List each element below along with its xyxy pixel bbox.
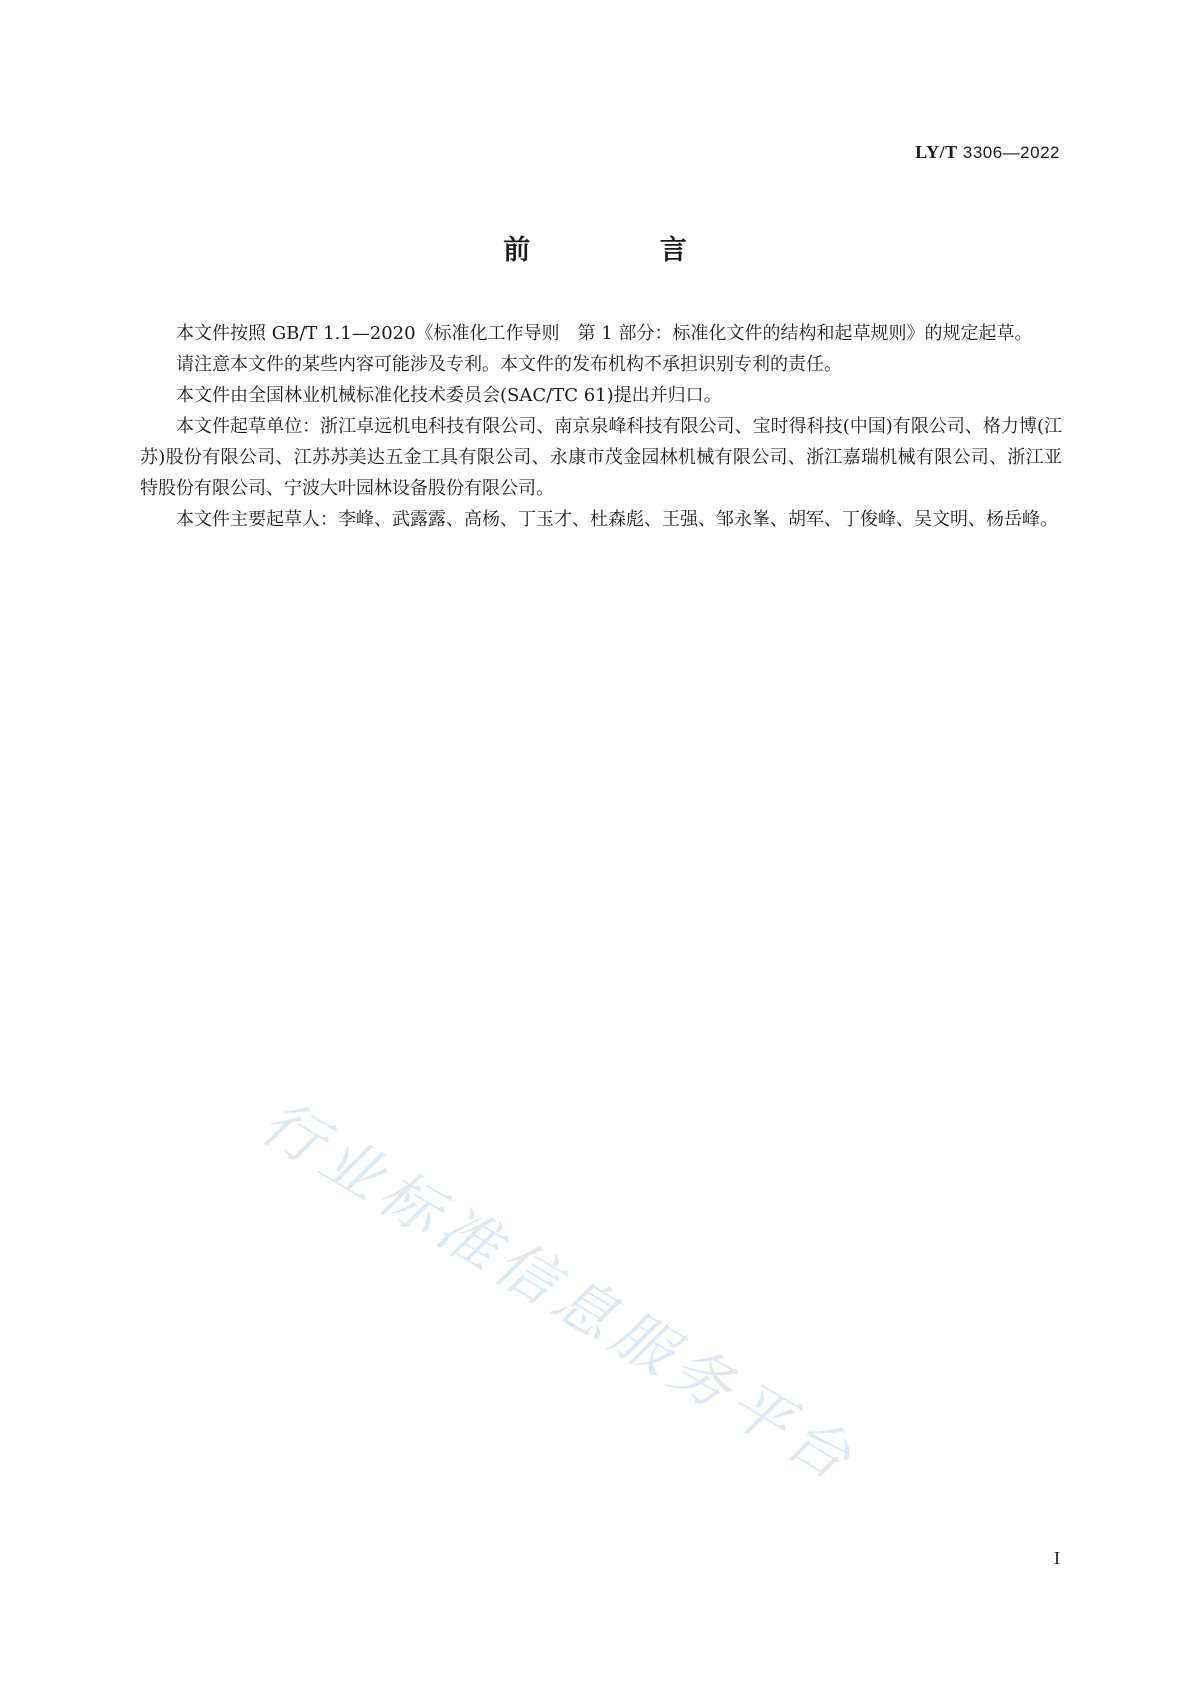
paragraph-drafters: 本文件主要起草人：李峰、武露露、高杨、丁玉才、杜森彪、王强、邹永峯、胡军、丁俊峰、吴文明、杨岳峰。 (176, 509, 1058, 530)
standard-code (915, 142, 1060, 163)
foreword-body (140, 318, 1062, 535)
page-number: I (1054, 1548, 1060, 1568)
standard-code-prefix: LY/T (915, 142, 958, 162)
standard-code-number: 3306—2022 (962, 143, 1060, 162)
page-title: 前 言 (503, 235, 747, 266)
paragraph-proposer: 本文件由全国林业机械标准化技术委员会(SAC/TC 61)提出并归口。 (176, 385, 722, 406)
paragraph-drafting-rules: 本文件按照 GB/T 1.1—2020《标准化工作导则 第 1 部分：标准化文件的结构和起草规则》的规定起草。 (176, 323, 1033, 344)
watermark: 行业标准信息服务平台 (249, 1087, 869, 1498)
paragraph-drafting-units: 本文件起草单位：浙江卓远机电科技有限公司、南京泉峰科技有限公司、宝时得科技(中国)有限公司、格力博(江苏)股份有限公司、江苏苏美达五金工具有限公司、永康市茂金园林机械有限公司、浙江嘉瑞机械有限公司、浙江亚特股份有限公司、宁波大叶园林设备股份有限公司。 (140, 416, 1062, 499)
paragraph-patent-notice: 请注意本文件的某些内容可能涉及专利。本文件的发布机构不承担识别专利的责任。 (176, 354, 842, 375)
